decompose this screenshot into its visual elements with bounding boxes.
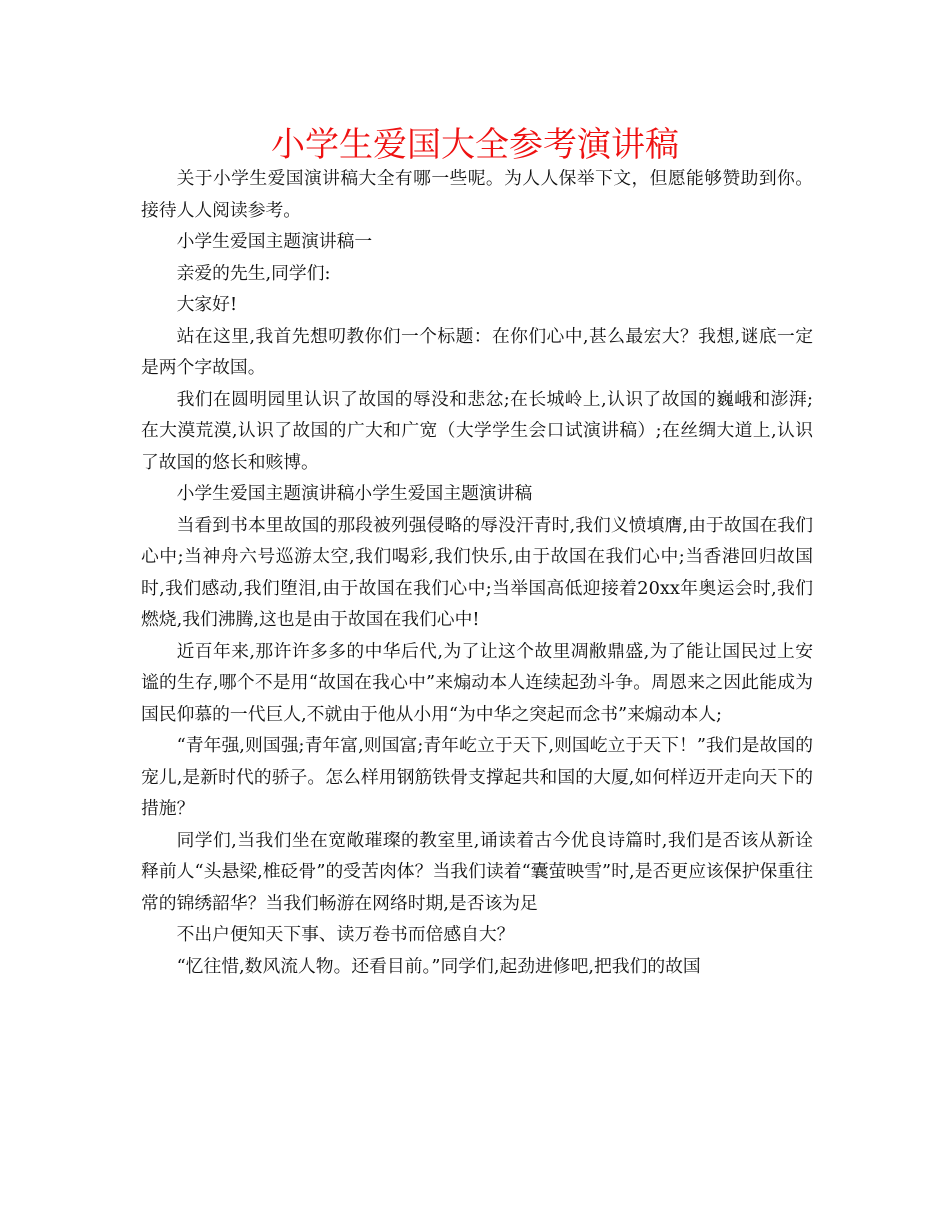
paragraph-landmarks: 我们在圆明园里认识了故国的辱没和悲忿;在长城岭上,认识了故国的巍峨和澎湃;在大漠荒漠,认识了故国的广大和广宽（大学学生会口试演讲稿）;在丝绸大道上,认识了故国的悠长和赅博。 <box>141 388 813 473</box>
document-title: 小学生爱国大全参考演讲稿 <box>271 125 679 165</box>
document-body <box>141 163 813 982</box>
paragraph-speech-heading-2: 小学生爱国主题演讲稿小学生爱国主题演讲稿 <box>176 483 533 504</box>
paragraph-century: 近百年来,那许许多多的中华后代,为了让这个故里凋敝鼎盛,为了能让国民过上安谧的生存,哪个不是用“故国在我心中”来煽动本人连续起劲斗争。周恩来之因此能成为国民仰慕的一代巨人,不就由于他从小用“为中华之突起而念书”来煽动本人; <box>141 640 813 725</box>
paragraph-closing: “忆往惜,数风流人物。还看目前。”同学们,起劲进修吧,把我们的故国 <box>176 955 701 977</box>
paragraph-intro: 关于小学生爱国演讲稿大全有哪一些呢。为人人保举下文，但愿能够赞助到你。接待人人阅读参考。 <box>141 168 813 221</box>
paragraph-opening-question: 站在这里,我首先想叨教你们一个标题：在你们心中,甚么最宏大？我想,谜底一定是两个字故国。 <box>141 325 813 378</box>
paragraph-history: 当看到书本里故国的那段被列强侵略的辱没汗青时,我们义愤填膺,由于故国在我们心中;当神舟六号巡游太空,我们喝彩,我们快乐,由于故国在我们心中;当香港回归故国时,我们感动,我们堕泪,由于故国在我们心中;当举国高低迎接着20xx年奥运会时,我们燃烧,我们沸腾,这也是由于故国在我们心中! <box>141 514 813 630</box>
paragraph-salutation: 亲爱的先生,同学们: <box>176 262 331 284</box>
paragraph-speech-heading-1: 小学生爱国主题演讲稿一 <box>176 231 373 252</box>
paragraph-classroom: 同学们,当我们坐在宽敞璀璨的教室里,诵读着古今优良诗篇时,我们是否该从新诠释前人“头悬梁,椎砭骨”的受苦肉体？当我们读着“囊萤映雪”时,是否更应该保护保重往常的锦绣韶华？当我们畅游在网络时期,是否该为足 <box>141 829 813 914</box>
paragraph-knowledge: 不出户便知天下事、读万卷书而倍感自大？ <box>176 924 515 945</box>
paragraph-youth-quote: “青年强,则国强;青年富,则国富;青年屹立于天下,则国屹立于天下！”我们是故国的宠儿,是新时代的骄子。怎么样用钢筋铁骨支撑起共和国的大厦,如何样迈开走向天下的措施？ <box>141 735 813 819</box>
paragraph-greeting: 大家好! <box>176 294 238 315</box>
